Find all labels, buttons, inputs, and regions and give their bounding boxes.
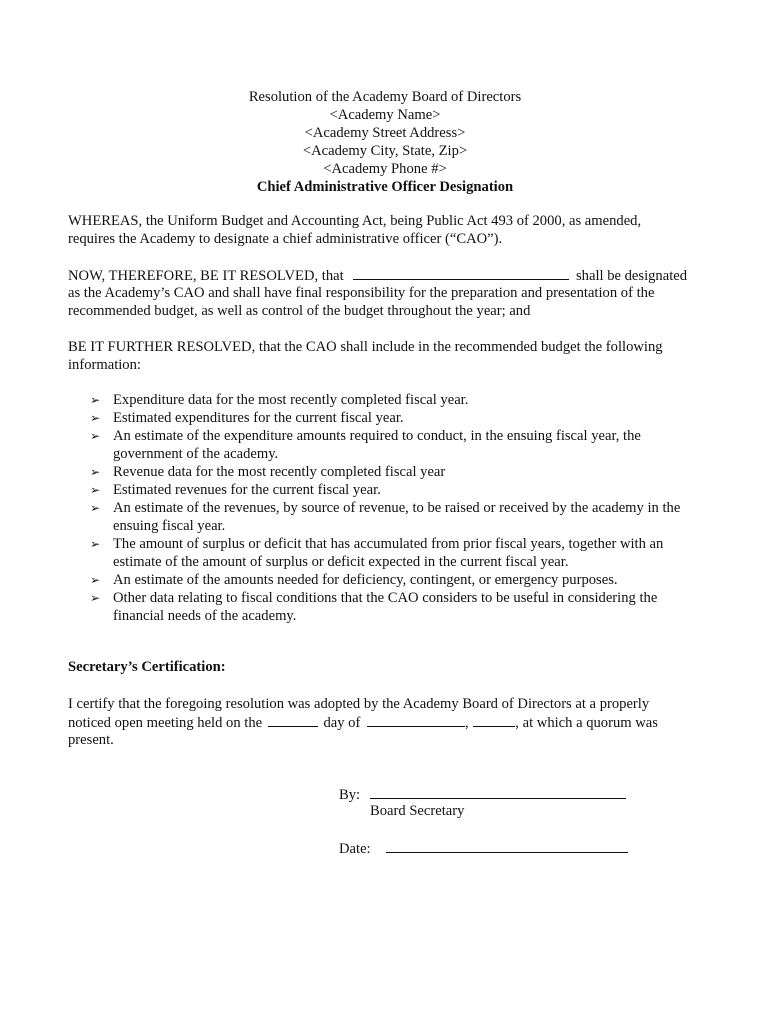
bullet-text-line: estimate of the amount of surplus or deficit expected in the current fiscal year. xyxy=(113,554,569,570)
date-blank[interactable] xyxy=(386,839,628,853)
resolved-text-end: shall be designated xyxy=(575,268,688,284)
academy-street-address: <Academy Street Address> xyxy=(304,125,466,141)
month-blank[interactable] xyxy=(367,713,465,727)
document-title: Resolution of the Academy Board of Directors xyxy=(248,89,522,105)
year-blank[interactable] xyxy=(473,713,515,727)
certification-text: day of xyxy=(323,715,361,731)
date-label: Date: xyxy=(339,841,371,857)
signature-blank[interactable] xyxy=(370,785,626,799)
budget-information-list xyxy=(90,391,720,625)
whereas-line: requires the Academy to designate a chief administrative officer (“CAO”). xyxy=(68,231,503,247)
certification-heading: Secretary’s Certification: xyxy=(68,659,226,675)
document-header xyxy=(0,88,770,196)
designation-heading: Chief Administrative Officer Designation xyxy=(256,179,514,195)
budget-information-item xyxy=(90,535,720,571)
further-line: information: xyxy=(68,357,141,373)
budget-information-item xyxy=(90,409,720,427)
further-resolved-paragraph xyxy=(68,338,708,374)
budget-information-item xyxy=(90,463,720,481)
cao-name-blank[interactable] xyxy=(353,266,569,280)
certification-line: present. xyxy=(68,732,114,748)
budget-information-item xyxy=(90,391,720,409)
arrow-bullet-icon: ➢ xyxy=(90,429,101,443)
resolved-line: recommended budget, as well as control of the budget throughout the year; and xyxy=(68,303,531,319)
budget-information-item xyxy=(90,499,720,535)
arrow-bullet-icon: ➢ xyxy=(90,537,101,551)
date-signature-line xyxy=(339,839,628,857)
certification-text: , at which a quorum was xyxy=(515,715,658,731)
resolved-text-start: NOW, THEREFORE, BE IT RESOLVED, that xyxy=(68,268,344,284)
bullet-text-line: Revenue data for the most recently completed fiscal year xyxy=(113,464,446,480)
day-blank[interactable] xyxy=(268,713,318,727)
bullet-text-line: government of the academy. xyxy=(113,446,279,462)
bullet-text-line: Expenditure data for the most recently completed fiscal year. xyxy=(113,392,469,408)
bullet-text-line: Other data relating to fiscal conditions that the CAO considers to be useful in considering the xyxy=(113,590,658,606)
arrow-bullet-icon: ➢ xyxy=(90,573,101,587)
academy-city-state-zip: <Academy City, State, Zip> xyxy=(302,143,468,159)
arrow-bullet-icon: ➢ xyxy=(90,465,101,479)
bullet-text-line: An estimate of the amounts needed for deficiency, contingent, or emergency purposes. xyxy=(113,572,618,588)
whereas-line: WHEREAS, the Uniform Budget and Accounting Act, being Public Act 493 of 2000, as amended, xyxy=(68,213,642,229)
academy-phone: <Academy Phone #> xyxy=(323,161,447,177)
resolved-line: as the Academy’s CAO and shall have final responsibility for the preparation and presentation of the xyxy=(68,285,655,301)
certification-text: noticed open meeting held on the xyxy=(68,715,263,731)
bullet-text-line: Estimated expenditures for the current fiscal year. xyxy=(113,410,404,426)
resolved-line xyxy=(68,266,708,284)
budget-information-item xyxy=(90,589,720,625)
bullet-text-line: financial needs of the academy. xyxy=(113,608,297,624)
arrow-bullet-icon: ➢ xyxy=(90,393,101,407)
bullet-text-line: An estimate of the expenditure amounts required to conduct, in the ensuing fiscal year, the xyxy=(113,428,641,444)
certification-text: , xyxy=(464,715,469,731)
board-secretary-label: Board Secretary xyxy=(370,803,465,819)
bullet-text-line: The amount of surplus or deficit that has accumulated from prior fiscal years, together with an xyxy=(113,536,664,552)
budget-information-item xyxy=(90,571,720,589)
bullet-text-line: An estimate of the revenues, by source of revenue, to be raised or received by the academy in the xyxy=(113,500,681,516)
arrow-bullet-icon: ➢ xyxy=(90,501,101,515)
arrow-bullet-icon: ➢ xyxy=(90,483,101,497)
academy-name: <Academy Name> xyxy=(329,107,441,123)
by-label: By: xyxy=(339,787,361,803)
arrow-bullet-icon: ➢ xyxy=(90,591,101,605)
further-line: BE IT FURTHER RESOLVED, that the CAO shall include in the recommended budget the following xyxy=(68,339,663,355)
by-signature-line xyxy=(339,785,626,803)
bullet-text-line: Estimated revenues for the current fiscal year. xyxy=(113,482,381,498)
whereas-paragraph xyxy=(68,212,708,248)
resolved-paragraph xyxy=(68,266,708,320)
budget-information-item xyxy=(90,481,720,499)
arrow-bullet-icon: ➢ xyxy=(90,411,101,425)
certification-line: I certify that the foregoing resolution was adopted by the Academy Board of Directors at a properly xyxy=(68,696,650,712)
budget-information-item xyxy=(90,427,720,463)
bullet-text-line: ensuing fiscal year. xyxy=(113,518,226,534)
certification-paragraph xyxy=(68,695,708,749)
certification-line xyxy=(68,713,708,731)
